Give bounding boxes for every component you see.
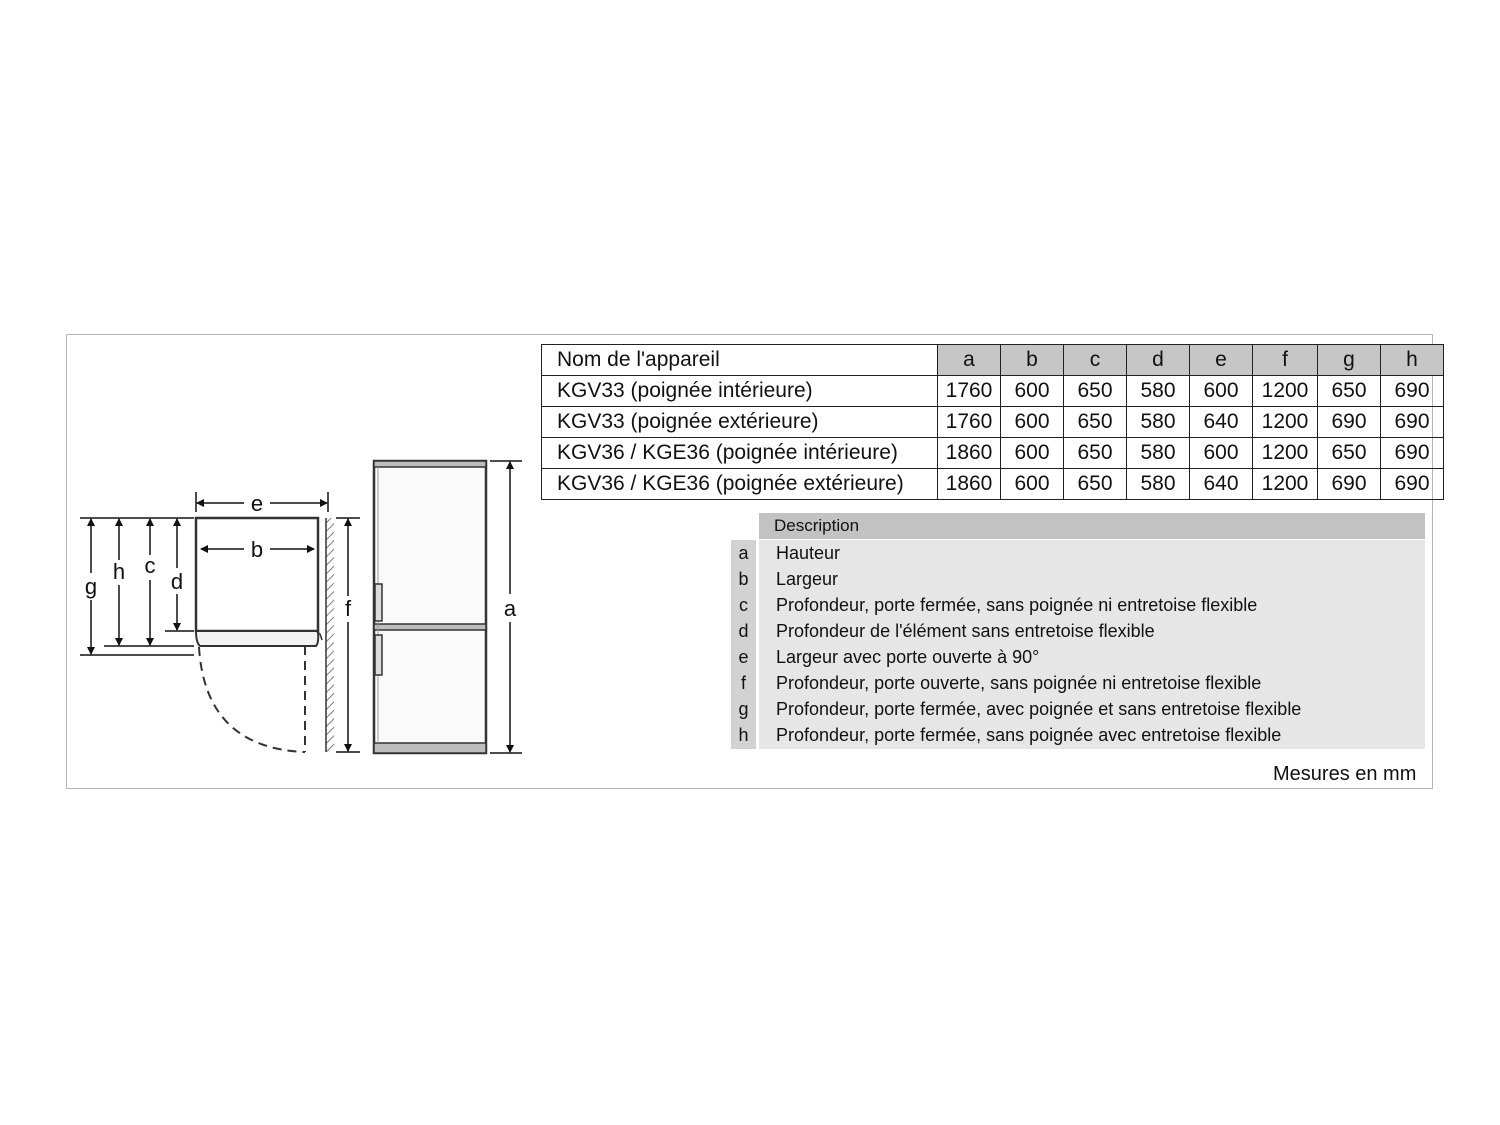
table-cell: 1860 <box>938 469 1001 500</box>
description-title: Description <box>759 513 1425 539</box>
table-cell: 650 <box>1318 438 1381 469</box>
table-cell: 1860 <box>938 438 1001 469</box>
header-cell: g <box>1318 345 1381 376</box>
table-cell: 1200 <box>1253 407 1318 438</box>
description-letter: h <box>738 725 749 745</box>
table-cell: 1200 <box>1253 438 1318 469</box>
wall-hatch <box>326 518 334 752</box>
dimensions-table <box>541 344 1444 500</box>
label-h: h <box>112 559 126 584</box>
table-cell: 690 <box>1318 469 1381 500</box>
header-cell: b <box>1001 345 1064 376</box>
label-b: b <box>250 537 264 562</box>
table-cell: 580 <box>1127 407 1190 438</box>
top-view-body <box>196 518 318 631</box>
header-cell: Nom de l'appareil <box>542 345 938 376</box>
description-letter: b <box>738 569 749 589</box>
label-c: c <box>144 553 156 578</box>
description-text: Profondeur, porte fermée, sans poignée avec entretoise flexible <box>776 725 1282 745</box>
description-letter: c <box>739 595 748 615</box>
description-text: Profondeur de l'élément sans entretoise flexible <box>776 621 1155 641</box>
front-view <box>374 461 522 753</box>
table-cell: 650 <box>1318 376 1381 407</box>
description-text: Largeur <box>776 569 839 589</box>
header-cell: f <box>1253 345 1318 376</box>
table-cell: 690 <box>1381 407 1444 438</box>
top-view <box>80 491 360 752</box>
description-body <box>731 540 1425 749</box>
table-cell: KGV33 (poignée extérieure) <box>542 407 938 438</box>
table-cell: 690 <box>1381 376 1444 407</box>
table-cell: 1760 <box>938 407 1001 438</box>
label-d: d <box>170 569 184 594</box>
description-letter-column <box>731 540 756 749</box>
top-view-door <box>196 631 318 646</box>
handle-upper <box>375 584 382 621</box>
table-cell: 650 <box>1064 469 1127 500</box>
table-row <box>542 407 1444 438</box>
description-letter: e <box>738 647 749 667</box>
description-text-column <box>759 540 1425 749</box>
handle-lower <box>375 635 382 675</box>
header-cell: h <box>1381 345 1444 376</box>
table-cell: 600 <box>1001 438 1064 469</box>
label-a: a <box>503 596 517 621</box>
description-letter: a <box>738 543 749 563</box>
table-cell: 580 <box>1127 438 1190 469</box>
unit-note: Mesures en mm <box>1273 763 1417 785</box>
table-cell: 650 <box>1064 407 1127 438</box>
table-cell: 600 <box>1001 407 1064 438</box>
table-cell: KGV33 (poignée intérieure) <box>542 376 938 407</box>
table-cell: 600 <box>1001 469 1064 500</box>
description-letter: f <box>740 673 746 693</box>
table-cell: 640 <box>1190 469 1253 500</box>
description-text: Profondeur, porte ouverte, sans poignée ni entretoise flexible <box>776 673 1262 693</box>
table-cell: 580 <box>1127 469 1190 500</box>
front-view-body <box>374 461 486 753</box>
table-row <box>542 376 1444 407</box>
header-cell: a <box>938 345 1001 376</box>
table-cell: 1760 <box>938 376 1001 407</box>
description-letter: g <box>738 699 749 719</box>
description-text: Profondeur, porte fermée, sans poignée ni entretoise flexible <box>776 595 1258 615</box>
table-header-row <box>542 345 1444 376</box>
table-cell: 650 <box>1064 438 1127 469</box>
table-cell: 650 <box>1064 376 1127 407</box>
header-cell: c <box>1064 345 1127 376</box>
table-cell: 600 <box>1190 438 1253 469</box>
table-cell: 690 <box>1318 407 1381 438</box>
header-cell: d <box>1127 345 1190 376</box>
table-cell: 690 <box>1381 469 1444 500</box>
table-cell: 600 <box>1190 376 1253 407</box>
description-text: Largeur avec porte ouverte à 90° <box>776 647 1040 667</box>
table-cell: 690 <box>1381 438 1444 469</box>
header-cell: e <box>1190 345 1253 376</box>
table-cell: KGV36 / KGE36 (poignée extérieure) <box>542 469 938 500</box>
description-letter: d <box>738 621 749 641</box>
table-cell: 600 <box>1001 376 1064 407</box>
door-swing-arc <box>199 647 305 752</box>
label-f: f <box>344 596 352 621</box>
description-text: Hauteur <box>776 543 841 563</box>
table-row <box>542 438 1444 469</box>
table-cell: 580 <box>1127 376 1190 407</box>
table-row <box>542 469 1444 500</box>
table-cell: 1200 <box>1253 469 1318 500</box>
table-cell: KGV36 / KGE36 (poignée intérieure) <box>542 438 938 469</box>
table-cell: 1200 <box>1253 376 1318 407</box>
label-e: e <box>250 491 264 516</box>
label-g: g <box>84 574 98 599</box>
table-cell: 640 <box>1190 407 1253 438</box>
description-text: Profondeur, porte fermée, avec poignée et sans entretoise flexible <box>776 699 1302 719</box>
